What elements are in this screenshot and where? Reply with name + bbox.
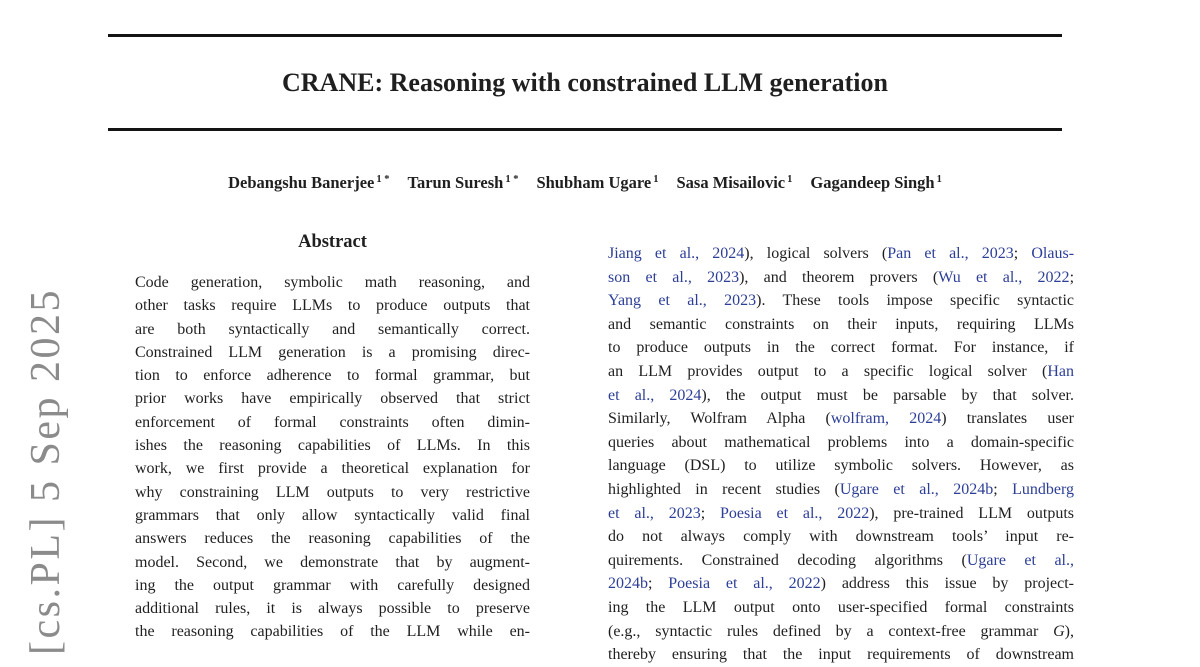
citation-link[interactable]: Olaus- [1031,245,1075,262]
citation-link[interactable]: Yang et al., 2023 [608,292,757,310]
citation-link[interactable]: son et al., 2023 [608,268,740,286]
author-affiliation-sup: 1 [936,173,942,185]
abstract-line: the reasoning capabilities of the LLM while en- [135,623,530,641]
body-text: ), pre-trained LLM outputs [869,504,1074,522]
intro-line [608,572,1074,596]
abstract-line: tion to enforce adherence to formal grammar, but [135,367,530,385]
author [407,173,518,192]
body-text: to produce outputs in the correct format. For instance, if [608,339,1074,357]
author-affiliation-sup: 1 * [505,173,519,185]
author [536,173,658,192]
body-text: ), the output must be parsable by that solver. [701,386,1074,404]
intro-line [608,242,1074,266]
author-affiliation-sup: 1 [653,173,659,185]
intro-line [608,266,1074,290]
body-text: ; [1013,245,1032,262]
abstract-line: work, we first provide a theoretical explanation for [135,460,530,478]
author-name: Gagandeep Singh [810,173,935,192]
body-text: ). These tools impose specific syntactic [756,292,1074,310]
intro-line [608,336,1074,360]
abstract-line: ing the output grammar with carefully designed [135,576,530,594]
intro-line [608,502,1074,526]
body-text: language (DSL) to utilize symbolic solvers. However, as [608,457,1074,475]
authors-line [108,173,1062,193]
intro-line [608,620,1074,644]
abstract-section [108,230,575,644]
abstract-line: additional rules, it is always possible to preserve [135,600,530,618]
intro-line [608,431,1074,455]
abstract-line: enforcement of formal constraints often dimin- [135,413,530,431]
body-text: ing the LLM output onto user-specified formal constraints [608,598,1074,616]
body-text: and semantic constraints on their inputs, requiring LLMs [608,315,1074,333]
abstract-heading: Abstract [298,232,367,252]
body-text: thereby ensuring that the input requirements of downstream [608,646,1074,664]
intro-line [608,313,1074,337]
author-name: Shubham Ugare [536,173,652,192]
body-text: ; [700,504,720,522]
citation-link[interactable]: Han [1047,362,1074,380]
author-name: Tarun Suresh [407,173,504,192]
abstract-line: are both syntactically and semantically correct. [135,320,530,338]
intro-line [608,454,1074,478]
intro-line [608,549,1074,573]
author-affiliation-sup: 1 * [376,173,390,185]
body-text: an LLM provides output to a specific logical solver ( [608,362,1048,380]
citation-link[interactable]: Ugare et al., [966,551,1075,569]
citation-link[interactable]: 2024b [608,575,648,593]
intro-line [608,360,1074,384]
intro-line [608,643,1074,667]
abstract-line: ishes the reasoning capabilities of LLMs. In this [135,437,530,455]
body-text: ) address this issue by project- [820,575,1074,593]
citation-link[interactable]: Pan et al., 2023 [887,245,1014,262]
author [676,173,792,192]
body-text: ; [648,575,669,593]
title-rule-bottom [108,128,1062,131]
citation-link[interactable]: Wu et al., 2022 [938,268,1070,286]
body-text: ), logical solvers ( [744,245,888,262]
citation-link[interactable]: wolfram, 2024 [830,410,942,428]
title-rule-top [108,34,1062,37]
author-affiliation-sup: 1 [787,173,793,185]
abstract-line: other tasks require LLMs to produce outputs that [135,297,530,315]
abstract-text [135,271,530,644]
paper-title: CRANE: Reasoning with constrained LLM generation [282,68,888,97]
arxiv-watermark: [cs.PL] 5 Sep 2025 [23,288,69,655]
intro-line [608,384,1074,408]
body-text: ) translates user [941,410,1075,428]
body-text: quirements. Constrained decoding algorithms ( [608,551,967,569]
citation-link[interactable]: et al., 2023 [608,504,701,522]
intro-line [608,478,1074,502]
abstract-line: Code generation, symbolic math reasoning, and [135,274,530,291]
body-text: highlighted in recent studies ( [608,480,840,498]
body-text: do not always comply with downstream tools’ input re- [608,528,1074,546]
abstract-line: prior works have empirically observed that strict [135,390,530,408]
math-var: G [1053,622,1065,640]
author-name: Debangshu Banerjee [228,173,375,192]
introduction-text [608,242,1074,667]
body-text: (e.g., syntactic rules defined by a context-free grammar [608,622,1054,640]
intro-line [608,289,1074,313]
citation-link[interactable]: et al., 2024 [608,386,702,404]
author [810,173,942,192]
body-text: Similarly, Wolfram Alpha ( [608,410,831,428]
body-text: ; [1069,268,1075,286]
citation-link[interactable]: Poesia et al., 2022 [668,575,821,593]
intro-line [608,596,1074,620]
citation-link[interactable]: Ugare et al., 2024b [839,480,994,498]
body-text: ), and theorem provers ( [739,268,939,286]
citation-link[interactable]: Poesia et al., 2022 [719,504,870,522]
abstract-line: why constraining LLM outputs to very restrictive [135,483,530,501]
author [228,173,389,192]
citation-link[interactable]: Jiang et al., 2024 [608,245,745,262]
intro-line [608,407,1074,431]
citation-link[interactable]: Lundberg [1012,480,1074,498]
intro-line [608,525,1074,549]
author-name: Sasa Misailovic [676,173,786,192]
abstract-line: grammars that only allow syntactically valid final [135,506,530,524]
abstract-line: answers reduces the reasoning capabilities of the [135,530,530,548]
body-text: queries about mathematical problems into a domain-specific [608,433,1074,451]
abstract-line: model. Second, we demonstrate that by augment- [135,553,530,571]
abstract-line: Constrained LLM generation is a promising direc- [135,343,530,361]
body-text: ), [1064,622,1074,640]
body-text: ; [993,480,1013,498]
